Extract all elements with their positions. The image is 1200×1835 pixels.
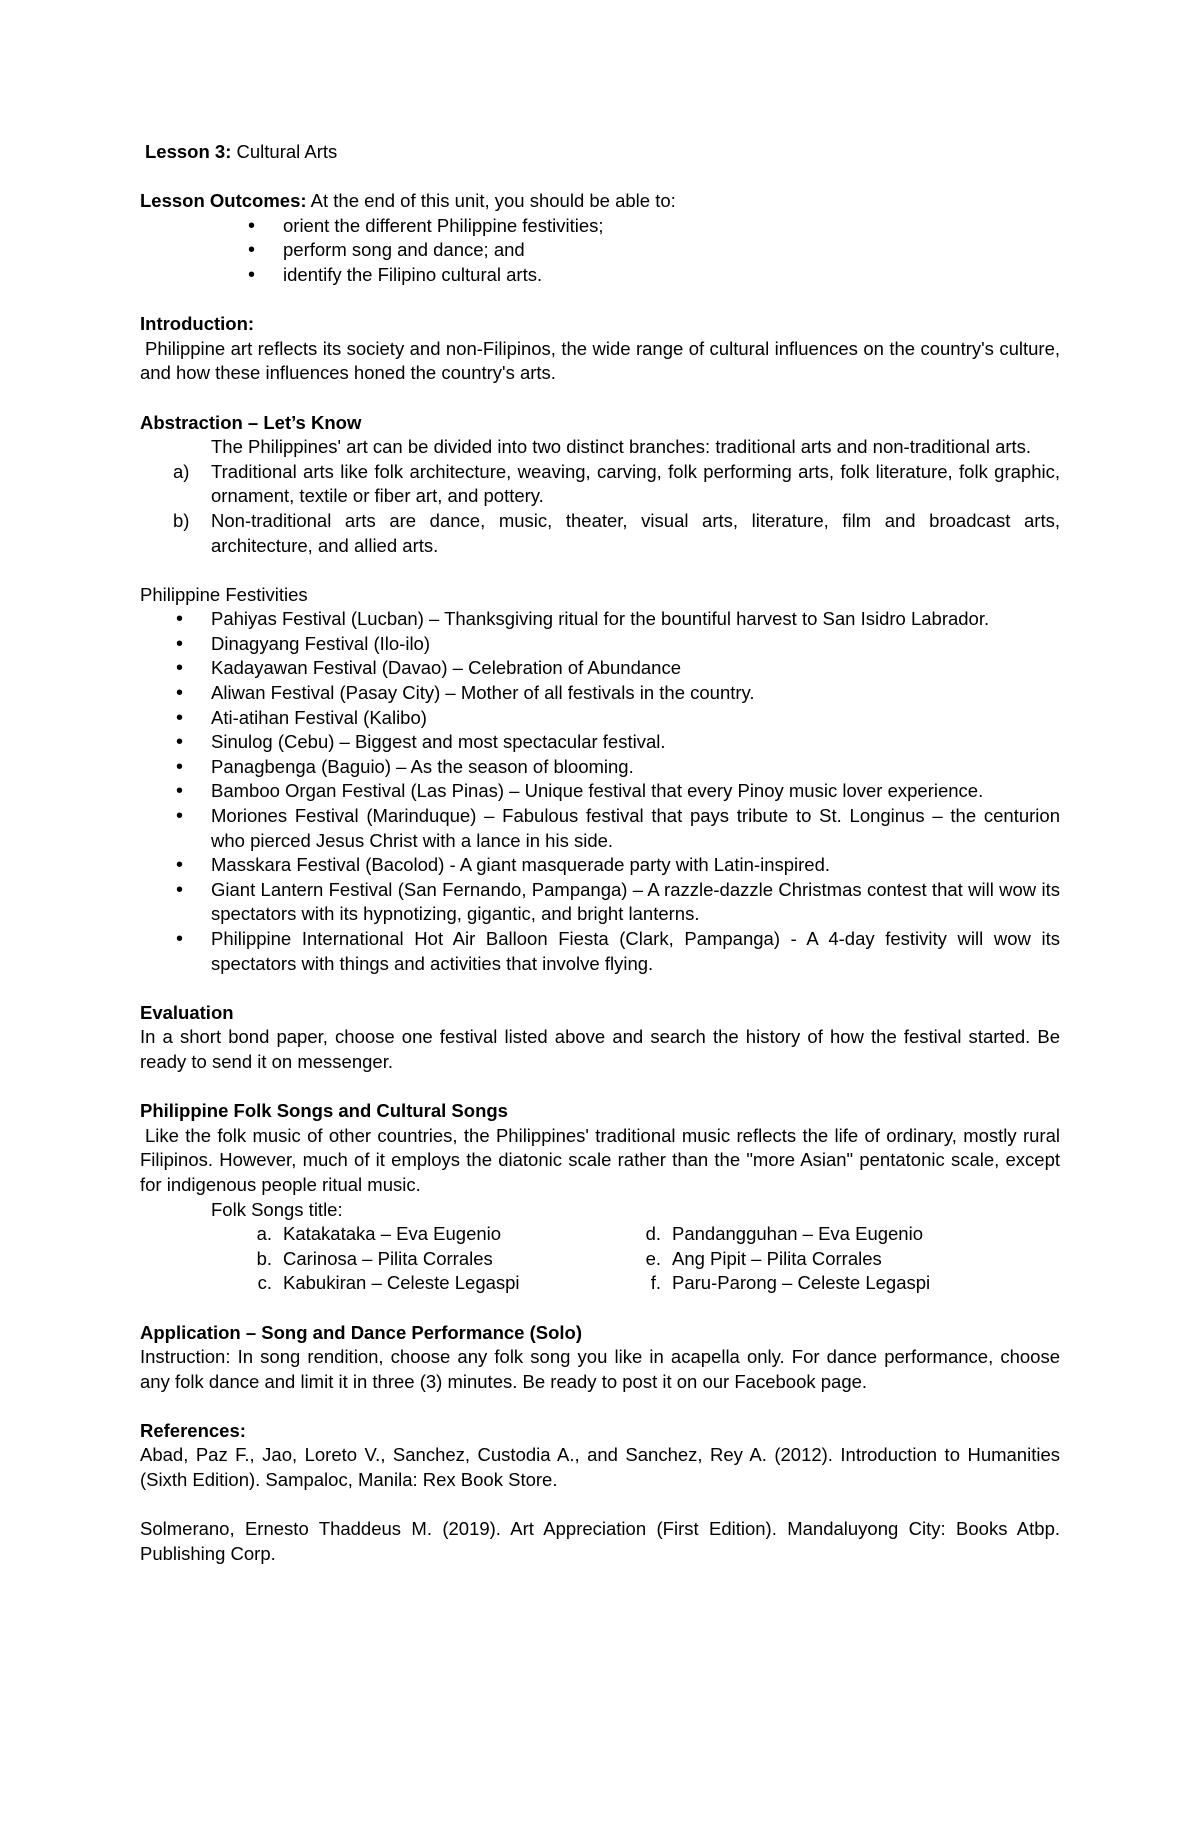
references-heading: References: <box>140 1419 246 1441</box>
list-item: • Kadayawan Festival (Davao) – Celebration of Abundance <box>140 656 1060 681</box>
list-item: f. Paru-Parong – Celeste Legaspi <box>650 1272 931 1294</box>
list-item: a) Traditional arts like folk architecture, weaving, carving, folk performing arts, folk literature, folk graphic, ornament, textile or fiber art, and pottery. <box>173 460 1060 507</box>
festivities-list <box>140 607 1060 976</box>
application-text: Instruction: In song rendition, choose any folk song you like in acapella only. For dance performance, choose any folk dance and limit it in three (3) minutes. Be ready to post it on our Facebook page. <box>140 1346 1060 1392</box>
abstraction-text: The Philippines' art can be divided into two distinct branches: traditional arts and non-traditional arts. <box>211 436 1032 458</box>
introduction-text: Philippine art reflects its society and non-Filipinos, the wide range of cultural influences on the country's culture, and how these influences honed the country's arts. <box>140 337 1060 384</box>
list-item: • perform song and dance; and <box>140 238 1060 263</box>
list-item: c. Kabukiran – Celeste Legaspi <box>257 1272 520 1294</box>
outcomes-list <box>140 214 1060 288</box>
list-item: • Aliwan Festival (Pasay City) – Mother of all festivals in the country. <box>140 681 1060 706</box>
folk-songs-list-title: Folk Songs title: <box>211 1198 343 1220</box>
folk-songs-list <box>140 1222 1060 1296</box>
folk-songs-column-right <box>631 1222 1031 1296</box>
list-item: • Giant Lantern Festival (San Fernando, Pampanga) – A razzle-dazzle Christmas contest that will wow its spectators with its hypnotizing, gigantic, and bright lanterns. <box>140 878 1060 927</box>
folk-songs-heading: Philippine Folk Songs and Cultural Songs <box>140 1100 508 1122</box>
folk-songs-column-left <box>242 1222 631 1296</box>
outcomes-intro: Lesson Outcomes: At the end of this unit, you should be able to: <box>140 190 676 212</box>
list-item: a. Katakataka – Eva Eugenio <box>256 1223 502 1245</box>
page-content <box>140 140 1060 1566</box>
list-item: d. Pandangguhan – Eva Eugenio <box>645 1223 923 1245</box>
lesson-title: Lesson 3: Cultural Arts <box>145 141 338 162</box>
abstraction-heading: Abstraction – Let’s Know <box>140 411 362 433</box>
list-item: b) Non-traditional arts are dance, music, theater, visual arts, literature, film and broadcast arts, architecture, and allied arts. <box>173 509 1060 556</box>
festivities-heading: Philippine Festivities <box>140 583 308 605</box>
list-item: • Masskara Festival (Bacolod) - A giant masquerade party with Latin-inspired. <box>140 853 1060 878</box>
list-item: • orient the different Philippine festivities; <box>140 214 1060 239</box>
introduction-heading: Introduction: <box>140 313 255 335</box>
list-item: e. Ang Pipit – Pilita Corrales <box>645 1247 882 1269</box>
list-item: • Sinulog (Cebu) – Biggest and most spectacular festival. <box>140 730 1060 755</box>
list-item: • Pahiyas Festival (Lucban) – Thanksgiving ritual for the bountiful harvest to San Isidro Labrador. <box>140 607 1060 632</box>
list-item: b. Carinosa – Pilita Corrales <box>256 1247 493 1269</box>
reference-entry: Solmerano, Ernesto Thaddeus M. (2019). Art Appreciation (First Edition). Mandaluyong City: Books Atbp. Publishing Corp. <box>140 1518 1060 1564</box>
list-item: • Bamboo Organ Festival (Las Pinas) – Unique festival that every Pinoy music lover experience. <box>140 779 1060 804</box>
list-item: • Dinagyang Festival (Ilo-ilo) <box>140 632 1060 657</box>
list-item: • Panagbenga (Baguio) – As the season of blooming. <box>140 755 1060 780</box>
art-branches-list <box>140 460 1060 558</box>
list-item: • Ati-atihan Festival (Kalibo) <box>140 706 1060 731</box>
evaluation-heading: Evaluation <box>140 1001 234 1023</box>
list-item: • Moriones Festival (Marinduque) – Fabulous festival that pays tribute to St. Longinus – the centurion who pierced Jesus Christ with a lance in his side. <box>140 804 1060 853</box>
list-item: • Philippine International Hot Air Balloon Fiesta (Clark, Pampanga) - A 4-day festivity will wow its spectators with things and activities that involve flying. <box>140 927 1060 976</box>
evaluation-text: In a short bond paper, choose one festival listed above and search the history of how the festival started. Be ready to send it on messenger. <box>140 1026 1060 1072</box>
list-item: • identify the Filipino cultural arts. <box>140 263 1060 288</box>
application-heading: Application – Song and Dance Performance (Solo) <box>140 1321 583 1343</box>
reference-entry: Abad, Paz F., Jao, Loreto V., Sanchez, Custodia A., and Sanchez, Rey A. (2012). Introduction to Humanities (Sixth Edition). Sampaloc, Manila: Rex Book Store. <box>140 1444 1060 1491</box>
folk-songs-text: Like the folk music of other countries, the Philippines' traditional music reflects the life of ordinary, mostly rural Filipinos. However, much of it employs the diatonic scale rather than the "more Asian" pentatonic scale, except for indigenous people ritual music. <box>140 1124 1060 1195</box>
